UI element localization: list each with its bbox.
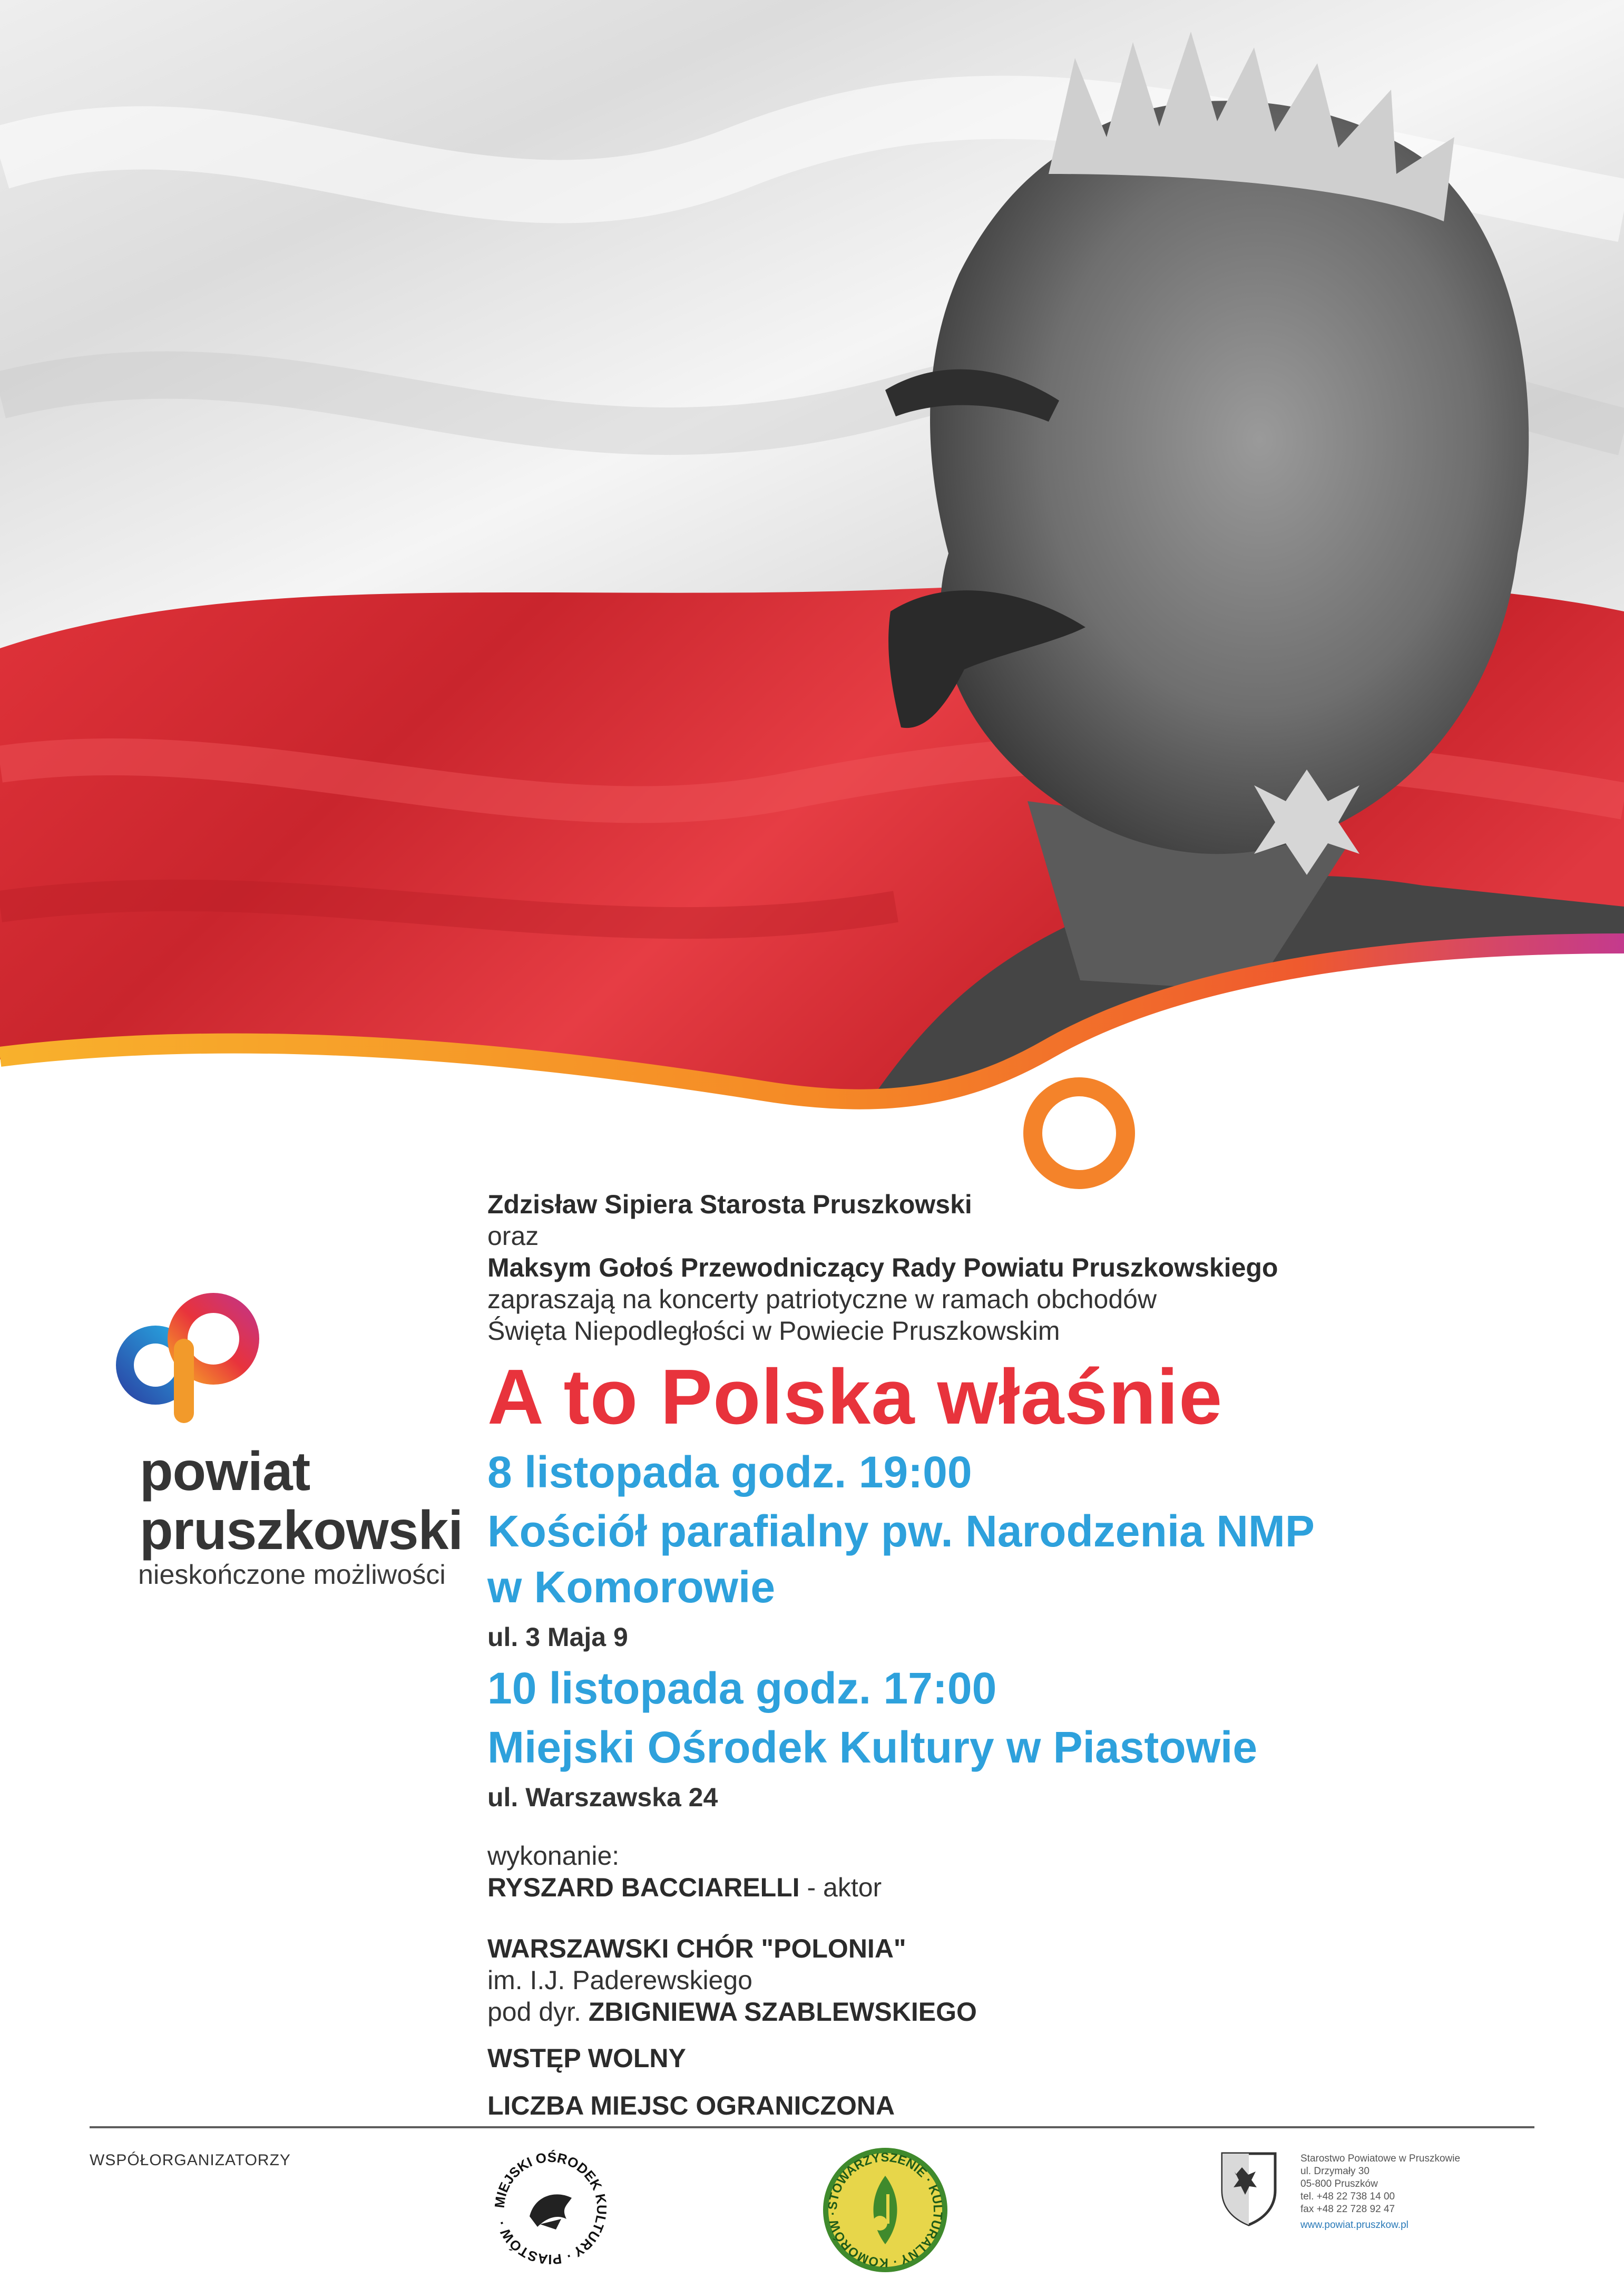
office-city: 05-800 Pruszków: [1300, 2178, 1378, 2189]
choir-patron: im. I.J. Paderewskiego: [487, 1965, 752, 1995]
event-2-date: 10 listopada godz. 17:00: [487, 1663, 997, 1713]
free-entry-note: WSTĘP WOLNY: [487, 2043, 686, 2073]
logo-tagline: nieskończone możliwości: [138, 1560, 446, 1590]
performer-choir: WARSZAWSKI CHÓR "POLONIA": [487, 1934, 906, 1963]
stowarzyszenie-kulturalny-komorow-logo: [819, 2144, 951, 2276]
intro-and: oraz: [487, 1221, 539, 1251]
event-1-venue-town: w Komorowie: [487, 1562, 776, 1612]
powiat-coat-of-arms: [1217, 2148, 1280, 2227]
intro-host-starosta: Zdzisław Sipiera Starosta Pruszkowski: [487, 1190, 972, 1219]
performer-actor: RYSZARD BACCIARELLI - aktor: [487, 1873, 882, 1902]
logo-infinity-mark: [92, 1286, 314, 1423]
mok-piastow-logo: [487, 2145, 614, 2272]
powiat-pruszkowski-logo: [84, 1286, 463, 1590]
performers-label: wykonanie:: [487, 1841, 620, 1871]
event-1-venue: Kościół parafialny pw. Narodzenia NMP: [487, 1506, 1315, 1556]
choir-director: pod dyr. ZBIGNIEWA SZABLEWSKIEGO: [487, 1997, 977, 2027]
logo-word-powiat: powiat: [140, 1441, 310, 1502]
intro-invite: zapraszają na koncerty patriotyczne w ramach obchodów: [487, 1284, 1157, 1314]
intro-host-chairman: Maksym Gołoś Przewodniczący Rady Powiatu Pruszkowskiego: [487, 1253, 1278, 1282]
event-1-date: 8 listopada godz. 19:00: [487, 1447, 972, 1497]
event-1-address: ul. 3 Maja 9: [487, 1622, 628, 1652]
coorganizers-label: WSPÓŁORGANIZATORZY: [90, 2151, 291, 2169]
event-2-venue: Miejski Ośrodek Kultury w Piastowie: [487, 1722, 1258, 1772]
event-title: A to Polska właśnie: [487, 1354, 1223, 1440]
office-fax: fax +48 22 728 92 47: [1300, 2204, 1395, 2215]
office-phone: tel. +48 22 738 14 00: [1300, 2191, 1395, 2202]
starostwo-contact: [1300, 2153, 1460, 2232]
office-website-link[interactable]: www.powiat.pruszkow.pl: [1300, 2219, 1408, 2231]
logo-word-pruszkowski: pruszkowski: [140, 1500, 463, 1561]
svg-text:STOWARZYSZENIE · KULTURALNY ·: STOWARZYSZENIE · KULTURALNY · KOMORÓW ·: [825, 2150, 945, 2270]
invitation-text: [487, 1189, 1568, 2121]
footer-divider: [90, 2126, 1534, 2128]
intro-occasion: Święta Niepodległości w Powiecie Pruszkowskim: [487, 1316, 1060, 1346]
event-2-address: ul. Warszawska 24: [487, 1783, 718, 1812]
svg-text:MIEJSKI OŚRODEK KULTURY · PIAS: MIEJSKI OŚRODEK KULTURY · PIASTÓW ·: [491, 2149, 610, 2268]
limited-seats-note: LICZBA MIEJSC OGRANICZONA: [487, 2091, 895, 2120]
office-name: Starostwo Powiatowe w Pruszkowie: [1300, 2153, 1461, 2164]
office-street: ul. Drzymały 30: [1300, 2166, 1369, 2177]
